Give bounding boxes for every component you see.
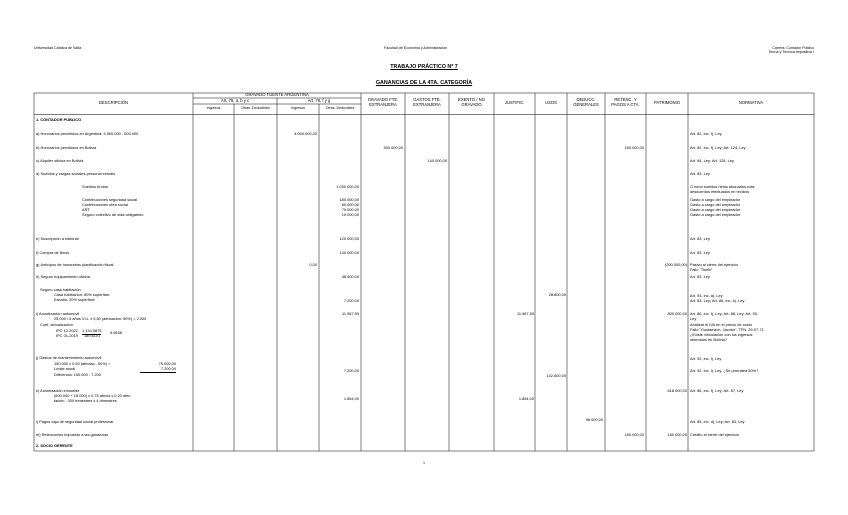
casa-normativa-1: Art. 93, inc. a), Ley — [690, 293, 723, 298]
col-usos: USOS — [545, 100, 557, 105]
inmueble-line-2: tación : 300 trimestres x 4 trimestres — [54, 398, 117, 403]
row-d-desc: d) Sueldos y cargas sociales personal estudio — [36, 171, 116, 176]
section-contador-publico: 1. CONTADOR PÚBLICO — [36, 117, 82, 122]
sueldos-item-label: ART — [82, 207, 90, 212]
gastos-line-2: Límite anual — [54, 366, 76, 371]
row-e-normativa: Art. 83, Ley — [690, 236, 710, 241]
amort-normativa-3: Analizar el IVA en el precio de costo — [690, 322, 752, 327]
sueldos-item-value: 70.000,00 — [341, 207, 359, 212]
casa-line-1: Casa habitación: 80% superficie — [54, 292, 110, 297]
casa-title: Seguro casa habitación — [40, 287, 81, 292]
amort-normativa-2: Ley — [690, 316, 697, 321]
inmueble-line-1: (600.000 + 18.000) x 0,75 afecio x 0,20 afec- — [54, 393, 132, 398]
col-gastos-extranjera: GASTOS FTE. EXTRANJERA — [413, 97, 441, 107]
faculty-name: Facultad de Economía y Administración — [384, 46, 448, 50]
amort-ipc-2022-value: 1.134,5875 — [82, 328, 102, 333]
amort-ipc-2022: IPC 12-2022 — [56, 328, 78, 333]
inmueble-patrimonio: 618.000,00 — [667, 388, 687, 393]
col-art79-fyg: Art. 79, f y g — [307, 97, 331, 103]
row-c-gastos-ext: 140.000,00 — [427, 158, 447, 163]
gastos-line-1: 150.000 x 0,50 (afectac., 50%) = — [54, 361, 111, 366]
row-b-retenciones: 150.000,00 — [624, 145, 644, 150]
sueldos-item-normativa: Gasto a cargo del empleador — [690, 202, 741, 207]
col-otras-deducibles-1: Otras. Deducibles — [241, 105, 270, 110]
row-h-otras-deducibles: 48.000,00 — [341, 274, 359, 279]
col-normativa: NORMATIVA — [738, 100, 764, 105]
col-gravado-extranjera: GRAVADO FTE. EXTRANJERA — [367, 97, 399, 107]
col-justific: JUSTIFIC. — [504, 100, 525, 105]
row-g-desc: g) Anticipos de honorarios planificación fiscal — [36, 262, 114, 267]
row-h-normativa: Art. 83, Ley — [690, 274, 710, 279]
col-art79-abc: Art. 79, a, b y c — [220, 97, 250, 103]
amort-normativa-5: ¿Existe vinculación con los ingresos — [690, 332, 753, 337]
row-b-desc: b) Honorarios percibidos en Bolivia — [36, 145, 97, 150]
row-f-normativa: Art. 83, Ley — [690, 250, 710, 255]
gastos-line-1-value: 75.000,00 — [158, 361, 176, 366]
sueldos-item-value: 60.000,00 — [341, 202, 359, 207]
col-gravado-fuente-argentina: GRAVADO FUENTE ARGENTINA — [245, 92, 309, 97]
row-m-normativa: Crédito al cierre del ejercicio — [690, 432, 740, 437]
amort-normativa-6: obtenidos en Bolivia? — [690, 337, 727, 342]
document-title: TRABAJO PRÁCTICO Nº 7 — [390, 64, 458, 70]
row-a-desc: a) Honorarios percibidos en Argentina: 4.500.000 - 500.000 — [36, 131, 139, 136]
sueldos-item-label: Contribuciones seguridad social — [82, 197, 138, 202]
section-socio-gerente: 2. SOCIO GERENTE — [36, 443, 73, 448]
amort-otras-deducibles: 11.967,59 — [341, 311, 359, 316]
row-l-normativa: Art. 85, inc. d), Ley; Art. 83, Ley — [690, 419, 745, 424]
amort-patrimonio: 800.000,00 — [667, 311, 687, 316]
amort-ipc-2019-value: 189,6101 — [84, 333, 101, 338]
casa-line-2: Estudio: 20% superficie — [54, 297, 95, 302]
row-g-patrimonio: (200.000,00) — [664, 262, 687, 267]
sueldos-brutos-value: 1.000.000,00 — [336, 184, 359, 189]
row-m-retenciones: 180.000,00 — [624, 432, 644, 437]
gastos-normativa-1: Art. 92, inc. l), Ley — [690, 356, 722, 361]
row-h-desc: h) Seguro equipamiento oficina — [36, 274, 90, 279]
row-b-gravado-ext: 300.000,00 — [383, 145, 403, 150]
university-name: Universidad Católica de Salta — [34, 46, 82, 50]
row-e-desc: e) Suscripción a editorial — [36, 236, 79, 241]
sueldos-normativa-2: descuentos efectuados en recibos — [690, 188, 750, 194]
row-g-ingresos: 0,00 — [309, 262, 317, 267]
row-a-ingresos: 4.000.000,00 — [294, 131, 317, 136]
inmueble-otras-deducibles: 1.854,00 — [343, 396, 359, 401]
row-c-desc: c) Alquiler oficina en Bolivia — [36, 158, 84, 163]
col-retenciones: RETENC. Y PAGOS A CTA. — [611, 97, 640, 107]
casa-usos: 28.800,00 — [548, 292, 566, 297]
row-d-normativa: Art. 83, Ley — [690, 171, 710, 176]
sueldos-item-value: 180.000,00 — [339, 197, 359, 202]
career-line-2: Teoría y Técnica Impositiva I — [768, 50, 814, 55]
inmueble-normativa: Art. 86, inc. f), Ley; Art. 87, Ley — [690, 388, 744, 393]
row-c-normativa: Art. 84, Ley; Art. 128, Ley — [690, 158, 734, 163]
col-ingresos-1: Ingresos — [206, 105, 221, 110]
gastos-otras-deducibles: 7.200,00 — [343, 368, 359, 373]
amort-normativa-4: Fallo "Gustaevich, Jacobo", TFN, 29-07-71 — [690, 327, 764, 332]
row-g-normativa: Pasivo al cierre del ejercicio — [690, 262, 739, 267]
row-l-deducciones: 96.000,00 — [585, 417, 603, 422]
amort-line-1: 25.000 / 5 años V.U. x 0,50 (afectación: 50%) = 2.000 — [54, 316, 147, 321]
casa-normativa-2: Art. 83, Ley; Art. 86, inc. b), Ley — [690, 298, 745, 303]
sueldos-item-label: Contribuciones obra social — [82, 202, 128, 207]
col-ingresos-2: Ingresos — [291, 105, 305, 110]
sueldos-brutos-label: Sueldos brutos — [82, 184, 108, 189]
document-subtitle: GANANCIAS DE LA 4TA. CATEGORÍA — [375, 80, 473, 86]
sueldos-normativa-1: O tomo sueldos netos abonados más — [690, 184, 755, 189]
sueldos-item-value: 10.000,00 — [341, 212, 359, 217]
row-g-fallo: Fallo "Tinelli" — [690, 266, 713, 272]
sueldos-item-normativa: Gasto a cargo del empleador — [690, 197, 741, 202]
amort-normativa-1: Art. 86, inc. f), Ley; Art. 88, Ley; Art. 93, — [690, 311, 758, 316]
gastos-usos: 142.800,00 — [546, 373, 566, 378]
gastos-line-3: Diferencia: 150.000 - 7.200 — [54, 372, 101, 377]
row-m-desc: m) Retenciones impuesto a las ganancias — [36, 432, 109, 437]
amort-line-2: Coef. actualización — [40, 322, 73, 327]
amort-ipc-2019: IPC 01-2019 — [56, 333, 78, 338]
row-m-patrimonio: 180.000,00 — [667, 432, 687, 437]
gastos-normativa-2: Art. 92, inc. l), Ley. ¿Se prorratea 50%? — [690, 368, 759, 373]
row-b-normativa: Art. 82, inc. f), Ley; Art. 124, Ley — [690, 145, 746, 150]
inmueble-justific: 1.854,00 — [518, 396, 534, 401]
amort-title: i) Amortización automóvil — [36, 311, 80, 316]
row-f-otras-deducibles: 140.000,00 — [339, 250, 359, 255]
sueldos-item-label: Seguro colectivo de vida obligatorio — [82, 212, 144, 217]
sueldos-item-normativa: Gasto a cargo del empleador — [690, 207, 741, 212]
casa-otras-deducibles: 7.200,00 — [343, 298, 359, 303]
col-descripcion: DESCRIPCIÓN — [98, 100, 129, 105]
sueldos-item-normativa: Gasto a cargo del empleador — [690, 212, 741, 217]
row-f-desc: f) Compra de libros — [36, 250, 70, 255]
career-line-1: Carrera: Contador Público — [772, 46, 814, 50]
row-e-otras-deducibles: 120.000,00 — [339, 236, 359, 241]
col-otras-deducibles-2: Otras. Deducibles — [325, 105, 355, 110]
gastos-line-2-value: 7.200,00 — [140, 367, 176, 373]
gastos-title: j) Gastos de mantenimiento automóvil — [36, 355, 102, 360]
col-exento: EXENTO / NO GRAVADO — [458, 97, 485, 107]
amort-coef: 5,9838 — [110, 330, 122, 335]
col-deducciones-generales: DEDUCC. GENERALES — [573, 97, 599, 107]
amort-justific: 11.967,59 — [516, 311, 534, 316]
row-l-desc: l) Pagos caja de seguridad social profesional — [36, 419, 114, 424]
row-a-normativa: Art. 82, inc. f), Ley. — [690, 131, 723, 136]
page-number: 1 — [423, 461, 425, 465]
col-patrimonio: PATRIMONIO — [654, 100, 680, 105]
inmueble-title: k) Amortización inmueble — [36, 388, 80, 393]
